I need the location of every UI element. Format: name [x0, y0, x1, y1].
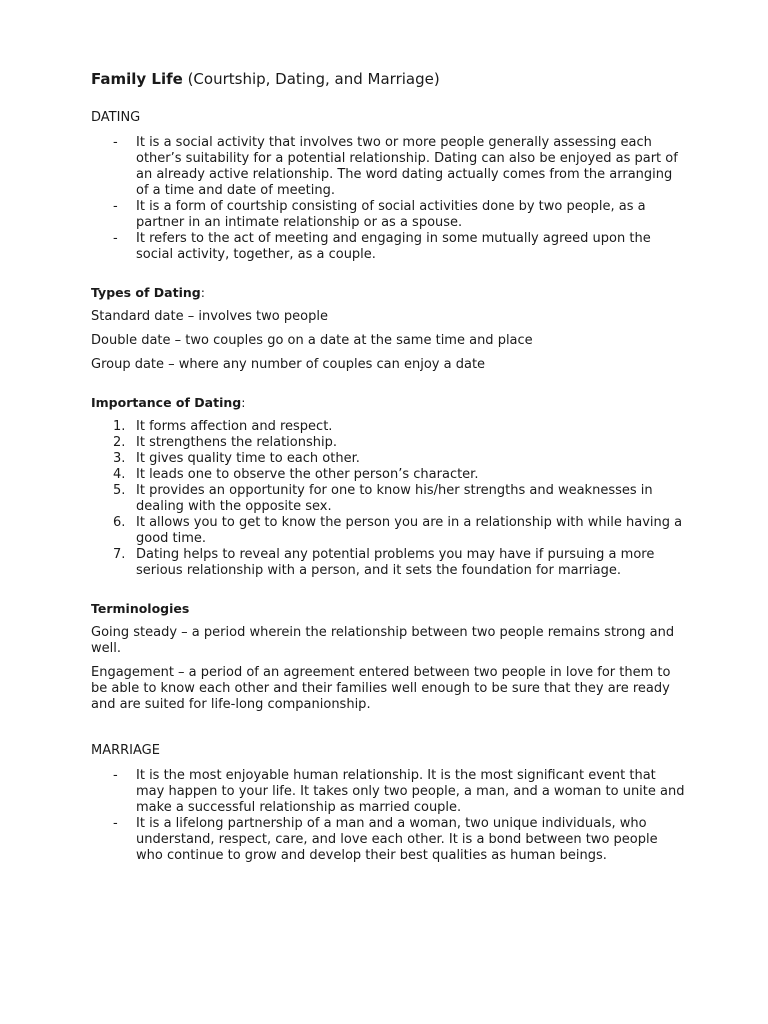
- dash-marker: -: [113, 199, 118, 214]
- list-item-text: It is a social activity that involves two or more people generally assessing each other’s suitability for a potential relationship. Dating can also be enjoyed as part of an already active relationship. The word dating actually comes from the arranging of a time and date of meeting.: [136, 135, 678, 198]
- terminology-item: Going steady – a period wherein the relationship between two people remains strong and well.: [91, 625, 675, 656]
- list-item-text: It refers to the act of meeting and engaging in some mutually agreed upon the social activity, together, as a couple.: [136, 231, 651, 262]
- list-item: [91, 231, 688, 263]
- list-number: 5.: [113, 483, 126, 498]
- importance-heading-text: Importance of Dating: [91, 395, 242, 410]
- list-item-text: It is a lifelong partnership of a man and a woman, two unique individuals, who understand, respect, care, and love each other. It is a bond between two people who continue to grow and develop their best qualities as human beings.: [136, 816, 658, 863]
- list-item-text: It forms affection and respect.: [136, 419, 333, 434]
- importance-list: [91, 419, 688, 579]
- types-heading-text: Types of Dating: [91, 285, 201, 300]
- list-item: [91, 135, 688, 199]
- list-item: [91, 467, 688, 483]
- dash-marker: -: [113, 135, 118, 150]
- types-heading-colon: :: [200, 285, 205, 300]
- type-item: Group date – where any number of couples can enjoy a date: [91, 357, 486, 372]
- list-item-text: Dating helps to reveal any potential problems you may have if pursuing a more serious relationship with a person, and it sets the foundation for marriage.: [136, 547, 655, 578]
- types-heading: [91, 285, 688, 300]
- list-item: [91, 199, 688, 231]
- list-item-text: It strengthens the relationship.: [136, 435, 337, 450]
- list-item: [91, 547, 688, 579]
- list-item: [91, 483, 688, 515]
- dash-marker: -: [113, 816, 118, 831]
- list-number: 1.: [113, 419, 126, 434]
- importance-heading-colon: :: [241, 395, 246, 410]
- list-item: [91, 451, 688, 467]
- list-item-text: It leads one to observe the other person’s character.: [136, 467, 479, 482]
- type-item: Double date – two couples go on a date at the same time and place: [91, 333, 533, 348]
- list-item: [91, 816, 688, 864]
- spacer: [91, 721, 688, 743]
- terminology-item: Engagement – a period of an agreement entered between two people in love for them to be able to know each other and their families well enough to be sure that they are ready and are suited for life-long companionship.: [91, 665, 671, 712]
- type-item: Standard date – involves two people: [91, 309, 328, 324]
- dating-list: [91, 135, 688, 263]
- list-item: [91, 435, 688, 451]
- list-item: [91, 768, 688, 816]
- list-number: 7.: [113, 547, 126, 562]
- types-list: [91, 309, 688, 373]
- list-item-text: It gives quality time to each other.: [136, 451, 360, 466]
- dash-marker: -: [113, 768, 118, 783]
- dash-marker: -: [113, 231, 118, 246]
- marriage-list: [91, 768, 688, 864]
- list-item: [91, 515, 688, 547]
- list-number: 2.: [113, 435, 126, 450]
- list-number: 3.: [113, 451, 126, 466]
- marriage-heading: MARRIAGE: [91, 743, 160, 758]
- list-item: [91, 419, 688, 435]
- title-bold: Family Life: [91, 70, 183, 88]
- list-number: 4.: [113, 467, 126, 482]
- list-item-text: It is the most enjoyable human relationship. It is the most significant event that may happen to your life. It takes only two people, a man, and a woman to unite and make a successful relationship as married couple.: [136, 768, 685, 815]
- document-title: [91, 70, 688, 88]
- list-item-text: It is a form of courtship consisting of social activities done by two people, as a partner in an intimate relationship or as a spouse.: [136, 199, 646, 230]
- dating-heading: DATING: [91, 110, 141, 125]
- list-item-text: It provides an opportunity for one to know his/her strengths and weaknesses in dealing with the opposite sex.: [136, 483, 653, 514]
- list-item-text: It allows you to get to know the person you are in a relationship with while having a good time.: [136, 515, 683, 546]
- list-number: 6.: [113, 515, 126, 530]
- importance-heading: [91, 395, 688, 410]
- terminologies-heading: Terminologies: [91, 601, 190, 616]
- title-subtitle: (Courtship, Dating, and Marriage): [182, 70, 440, 88]
